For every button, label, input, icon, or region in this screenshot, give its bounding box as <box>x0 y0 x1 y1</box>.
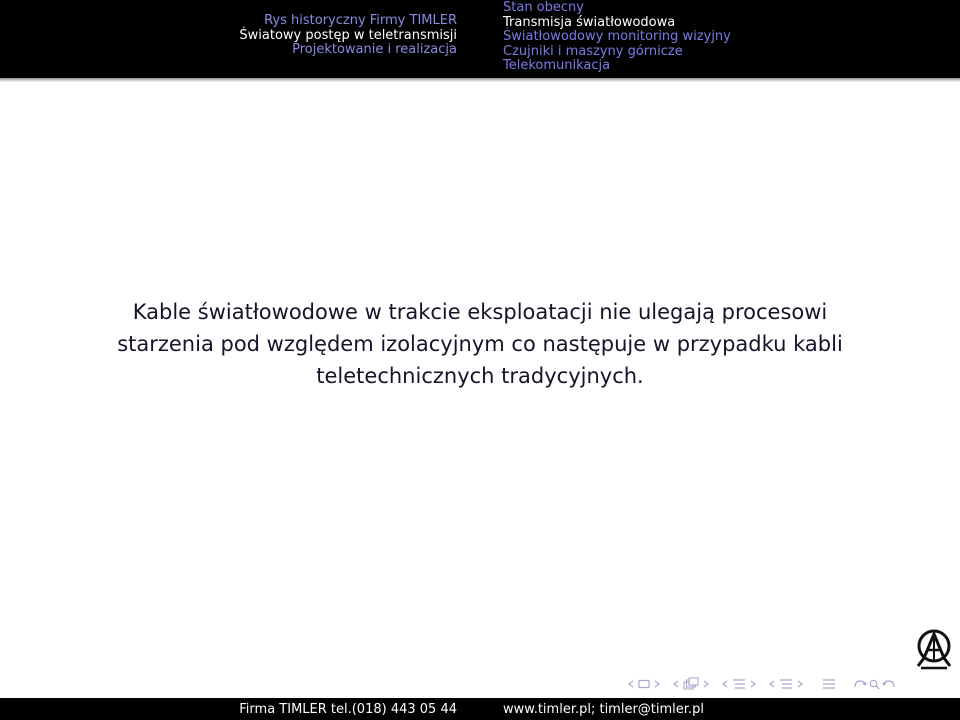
toc-icon[interactable] <box>822 678 836 690</box>
section-design[interactable]: Projektowanie i realizacja <box>292 42 457 57</box>
slide-nav-icon[interactable] <box>767 678 805 690</box>
header-shadow <box>0 78 960 82</box>
subsection-telecom[interactable]: Telekomunikacja <box>503 58 611 73</box>
subsection-fiber-transmission[interactable]: Transmisja światłowodowa <box>503 14 676 30</box>
section-history[interactable]: Rys historyczny Firmy TIMLER <box>264 13 457 28</box>
subsection-navigation <box>503 1 731 74</box>
section-progress[interactable]: Światowy postęp w teletransmisji <box>239 27 457 43</box>
slide-line-3: teletechnicznych tradycyjnych. <box>316 364 644 388</box>
search-icon[interactable] <box>853 678 896 690</box>
footer-bar <box>0 698 960 720</box>
subsection-sensors[interactable]: Czujniki i maszyny górnicze <box>503 43 683 59</box>
subsection-current-state[interactable]: Stan obecny <box>503 0 584 15</box>
footer-web-email[interactable]: www.timler.pl; timler@timler.pl <box>503 702 704 717</box>
frame-nav-icon[interactable] <box>626 679 662 689</box>
section-nav-icon[interactable] <box>720 678 758 690</box>
slide-line-1: Kable światłowodowe w trakcie eksploatacji nie ulegają procesowi <box>132 300 828 324</box>
section-navigation <box>239 14 457 58</box>
subsection-video-monitoring[interactable]: Światłowodowy monitoring wizyjny <box>503 29 731 44</box>
subsection-nav-icon[interactable] <box>671 677 711 691</box>
footer-company-phone: Firma TIMLER tel.(018) 443 05 44 <box>239 702 457 717</box>
header-bar <box>0 0 960 78</box>
beamer-navigation <box>626 676 896 692</box>
timler-logo <box>915 628 953 670</box>
slide-line-2: starzenia pod względem izolacyjnym co następuje w przypadku kabli <box>117 332 843 356</box>
slide-body-text <box>80 296 880 392</box>
